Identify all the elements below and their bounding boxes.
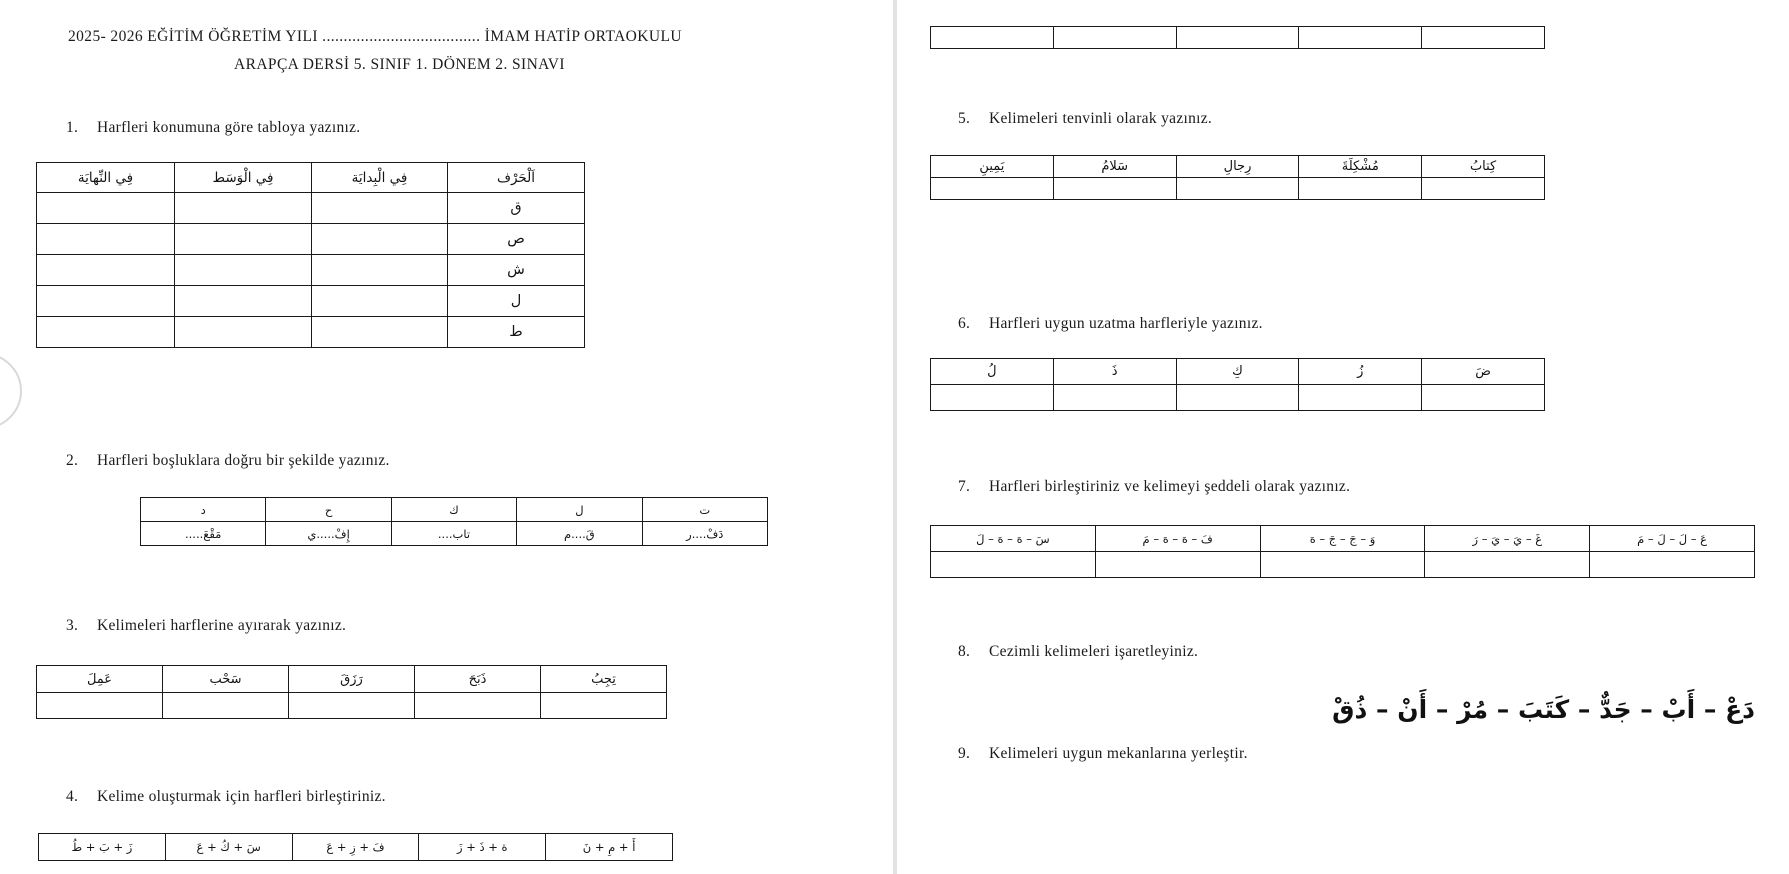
letter-cell: ص	[448, 224, 585, 255]
answer-cell[interactable]	[37, 193, 175, 224]
combo-cell: زَ + بَ + طُ	[39, 834, 166, 861]
combine-letters-table	[38, 833, 673, 861]
combo-cell: غَ – يَ – يَ – رَ	[1425, 526, 1590, 552]
word-cell: مُشْكِلَةَ	[1299, 156, 1422, 178]
letter-cell: ك	[391, 498, 516, 522]
word-cell: يَمِينِ	[931, 156, 1054, 178]
answer-cell[interactable]	[37, 317, 175, 348]
answer-cell[interactable]	[37, 286, 175, 317]
question-3-heading	[66, 617, 346, 635]
question-text: Harfleri uygun uzatma harfleriyle yazınız.	[989, 315, 1263, 332]
combine-letters-answer-row	[930, 26, 1545, 49]
letter-cell: ذَ	[1053, 359, 1176, 385]
question-text: Kelimeleri uygun mekanlarına yerleştir.	[989, 745, 1248, 762]
watermark-arc	[0, 353, 22, 429]
col-header-middle: فِي الْوَسَط	[175, 163, 312, 193]
word-cell: رِجالِ	[1176, 156, 1299, 178]
question-6-heading	[958, 315, 1263, 333]
answer-cell[interactable]	[1260, 552, 1425, 578]
question-number: 1.	[66, 119, 79, 136]
letter-cell: ق	[448, 193, 585, 224]
combo-cell: وَ – جَ – جَ – هَ	[1260, 526, 1425, 552]
word-cell: عَمِلَ	[37, 666, 163, 693]
question-number: 4.	[66, 788, 79, 805]
question-5-heading	[958, 110, 1212, 128]
letter-cell: ل	[517, 498, 642, 522]
combo-cell: فَ + زِ + عَ	[292, 834, 419, 861]
question-number: 3.	[66, 617, 79, 634]
question-8-heading	[958, 643, 1198, 661]
question-text: Harfleri konumuna göre tabloya yazınız.	[97, 119, 361, 136]
answer-cell[interactable]	[37, 693, 163, 719]
question-1-heading	[66, 119, 360, 137]
answer-cell[interactable]	[175, 255, 312, 286]
blank-word-cell[interactable]: تاب....	[391, 522, 516, 546]
answer-cell[interactable]	[37, 224, 175, 255]
exam-title-line2: ARAPÇA DERSİ 5. SINIF 1. DÖNEM 2. SINAVI	[234, 56, 565, 73]
question-text: Kelimeleri harflerine ayırarak yazınız.	[97, 617, 347, 634]
answer-cell[interactable]	[1422, 385, 1545, 411]
question-2-heading	[66, 452, 390, 470]
blank-word-cell[interactable]: إِفْ.....ي	[266, 522, 391, 546]
question-text: Kelimeleri tenvinli olarak yazınız.	[989, 110, 1213, 127]
blank-word-cell[interactable]: قَ....م	[517, 522, 642, 546]
question-number: 7.	[958, 478, 971, 495]
answer-cell[interactable]	[931, 178, 1054, 200]
answer-cell[interactable]	[1176, 27, 1299, 49]
answer-cell[interactable]	[1053, 385, 1176, 411]
answer-cell[interactable]	[1299, 385, 1422, 411]
combo-cell: سَ + كُ + عَ	[165, 834, 292, 861]
letter-cell: زُ	[1299, 359, 1422, 385]
answer-cell[interactable]	[1422, 178, 1545, 200]
answer-cell[interactable]	[1095, 552, 1260, 578]
answer-cell[interactable]	[175, 224, 312, 255]
combo-cell: ة + ذَ + زَ	[419, 834, 546, 861]
answer-cell[interactable]	[931, 385, 1054, 411]
elongation-table	[930, 358, 1545, 411]
answer-cell[interactable]	[1299, 178, 1422, 200]
letter-cell: د	[141, 498, 266, 522]
letter-cell: ش	[448, 255, 585, 286]
question-number: 5.	[958, 110, 971, 127]
answer-cell[interactable]	[1590, 552, 1755, 578]
tanwin-table	[930, 155, 1545, 200]
word-cell: ذَبَحَ	[415, 666, 541, 693]
question-number: 6.	[958, 315, 971, 332]
answer-cell[interactable]	[175, 317, 312, 348]
letter-position-table	[36, 162, 585, 348]
combo-cell: فَ – هَ – هَ – مَ	[1095, 526, 1260, 552]
letter-cell: ت	[642, 498, 767, 522]
word-cell: سَحْب	[163, 666, 289, 693]
word-cell: سَلامُ	[1053, 156, 1176, 178]
question-number: 9.	[958, 745, 971, 762]
combo-cell: عَ – لَ – لَ – مَ	[1590, 526, 1755, 552]
question-9-heading	[958, 745, 1248, 763]
answer-cell[interactable]	[289, 693, 415, 719]
jazm-words-line: دَعْ – أَبْ – جَدٌّ – كَتَبَ – مُرْ – أَنْ – ذُقْ	[1332, 695, 1755, 724]
answer-cell[interactable]	[415, 693, 541, 719]
letter-cell: ل	[448, 286, 585, 317]
fill-blank-table	[140, 497, 768, 546]
answer-cell[interactable]	[541, 693, 667, 719]
answer-cell[interactable]	[1422, 27, 1545, 49]
answer-cell[interactable]	[175, 286, 312, 317]
letter-cell: ضَ	[1422, 359, 1545, 385]
answer-cell[interactable]	[312, 255, 448, 286]
blank-word-cell[interactable]: مَقْعَ.....	[141, 522, 266, 546]
answer-cell[interactable]	[1053, 178, 1176, 200]
letter-cell: كِ	[1176, 359, 1299, 385]
word-cell: كِتابُ	[1422, 156, 1545, 178]
answer-cell[interactable]	[163, 693, 289, 719]
answer-cell[interactable]	[37, 255, 175, 286]
question-text: Kelime oluşturmak için harfleri birleştiriniz.	[97, 788, 386, 805]
question-number: 2.	[66, 452, 79, 469]
combo-cell: سَ – هَ – هَ – لَ	[931, 526, 1096, 552]
letter-cell: ط	[448, 317, 585, 348]
question-text: Harfleri birleştiriniz ve kelimeyi şeddeli olarak yazınız.	[989, 478, 1351, 495]
answer-cell[interactable]	[1176, 178, 1299, 200]
col-header-letter: اَلْحَرْف	[448, 163, 585, 193]
answer-cell[interactable]	[1299, 27, 1422, 49]
combo-cell: أَ + مِ + نَ	[546, 834, 673, 861]
col-header-beginning: فِي الْبِدايَة	[312, 163, 448, 193]
question-text: Cezimli kelimeleri işaretleyiniz.	[989, 643, 1199, 660]
shadda-table	[930, 525, 1755, 578]
question-4-heading	[66, 788, 386, 806]
answer-cell[interactable]	[175, 193, 312, 224]
word-cell: تِجِبُ	[541, 666, 667, 693]
page-divider	[893, 0, 897, 874]
answer-cell[interactable]	[312, 193, 448, 224]
answer-cell[interactable]	[931, 552, 1096, 578]
exam-title-line1: 2025- 2026 EĞİTİM ÖĞRETİM YILI ..................................... İMAM HATİP ORTAOKULU	[68, 28, 682, 45]
answer-cell[interactable]	[1176, 385, 1299, 411]
col-header-end: فِي النِّهايَة	[37, 163, 175, 193]
letter-cell: ح	[266, 498, 391, 522]
answer-cell[interactable]	[1425, 552, 1590, 578]
question-7-heading	[958, 478, 1350, 496]
word-cell: رَزَقَ	[289, 666, 415, 693]
answer-cell[interactable]	[1053, 27, 1176, 49]
answer-cell[interactable]	[931, 27, 1054, 49]
question-text: Harfleri boşluklara doğru bir şekilde yazınız.	[97, 452, 390, 469]
answer-cell[interactable]	[312, 286, 448, 317]
letter-cell: لُ	[931, 359, 1054, 385]
blank-word-cell[interactable]: دَفْ....ر	[642, 522, 767, 546]
split-letters-table	[36, 665, 667, 719]
question-number: 8.	[958, 643, 971, 660]
answer-cell[interactable]	[312, 317, 448, 348]
answer-cell[interactable]	[312, 224, 448, 255]
